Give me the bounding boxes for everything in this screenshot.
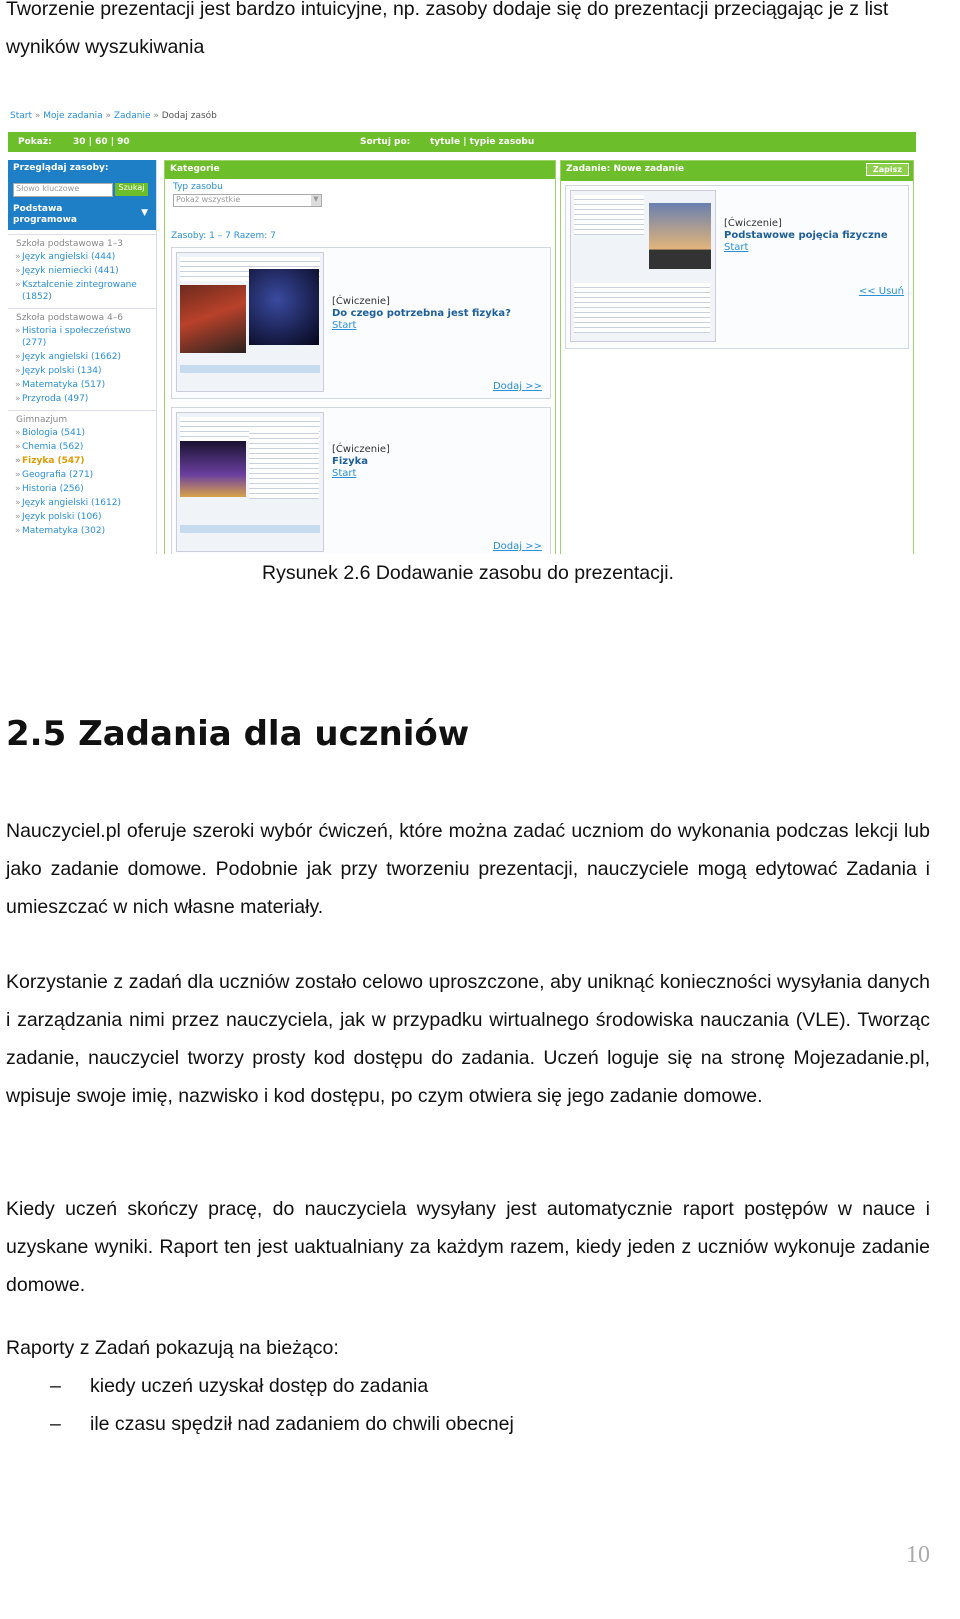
lightning-image — [180, 441, 246, 497]
result-title: Do czego potrzebna jest fizyka? — [332, 308, 511, 319]
task-title: Zadanie: Nowe zadanie — [566, 164, 685, 174]
result-start-link[interactable]: Start — [332, 468, 357, 479]
list-item-text: kiedy uczeń uzyskał dostęp do zadania — [90, 1375, 429, 1397]
sidebar-item[interactable]: » Język polski (134) — [8, 364, 156, 378]
type-label: Typ zasobu — [173, 182, 223, 192]
breadcrumb-start[interactable]: Start — [10, 111, 32, 121]
sidebar-item[interactable]: » Kształcenie zintegrowane (1852) — [8, 278, 156, 304]
section-heading: 2.5 Zadania dla uczniów — [6, 714, 470, 754]
tree-image — [649, 203, 711, 269]
sidebar-item-selected[interactable]: » Fizyka (547) — [8, 454, 156, 468]
sidebar-item[interactable]: » Język angielski (1662) — [8, 350, 156, 364]
screenshot-figure — [8, 108, 918, 554]
intro-paragraph: Tworzenie prezentacji jest bardzo intuicyjne, np. zasoby dodaje się do prezentacji przeciągając je z list wyników wyszukiwania — [6, 0, 889, 58]
category-label-line2: programowa — [13, 215, 77, 225]
task-item[interactable] — [565, 185, 909, 349]
per-page-label: Pokaż: — [18, 137, 52, 147]
chevron-down-icon: ▼ — [141, 208, 148, 218]
sidebar-item[interactable]: » Język angielski (1612) — [8, 496, 156, 510]
task-item-start-link[interactable]: Start — [724, 242, 749, 253]
bullet-list — [50, 1367, 514, 1443]
sidebar-item[interactable]: » Biologia (541) — [8, 426, 156, 440]
sidebar-search — [8, 180, 156, 202]
result-info — [332, 444, 390, 480]
section-title: Gimnazjum — [8, 410, 156, 426]
sidebar-item[interactable]: » Chemia (562) — [8, 440, 156, 454]
browse-sidebar — [8, 160, 157, 554]
sort-label: Sortuj po: — [360, 137, 411, 147]
sidebar-item[interactable]: » Matematyka (517) — [8, 378, 156, 392]
results-panel — [164, 160, 556, 554]
sidebar-item[interactable]: » Przyroda (497) — [8, 392, 156, 406]
task-panel-title — [561, 161, 913, 181]
sort-options[interactable]: tytule | typie zasobu — [430, 137, 535, 147]
sidebar-item[interactable]: » Historia i społeczeństwo (277) — [8, 324, 156, 350]
add-resource-link[interactable]: Dodaj >> — [492, 381, 542, 392]
type-select-value: Pokaż wszystkie — [176, 195, 241, 204]
result-start-link[interactable]: Start — [332, 320, 357, 331]
result-thumbnail — [176, 412, 324, 552]
type-select[interactable] — [173, 194, 322, 207]
category-dropdown[interactable] — [8, 202, 156, 230]
section-title: Szkoła podstawowa 1–3 — [8, 234, 156, 250]
per-page-options[interactable]: 30 | 60 | 90 — [73, 137, 130, 147]
results-panel-title: Kategorie — [165, 161, 555, 179]
remove-resource-link[interactable]: << Usuń — [858, 286, 904, 297]
result-thumbnail — [176, 252, 324, 392]
results-count: Zasoby: 1 – 7 Razem: 7 — [171, 231, 276, 241]
add-resource-link[interactable]: Dodaj >> — [492, 541, 542, 552]
body-paragraph: Kiedy uczeń skończy pracę, do nauczyciela wysyłany jest automatycznie raport postępów w nauce i uzyskane wyniki. Raport ten jest uaktualniany za każdym razem, kiedy jeden z uczniów wykonuje zadanie domowe. — [6, 1198, 930, 1296]
task-item-kind: [Ćwiczenie] — [724, 218, 782, 229]
result-kind: [Ćwiczenie] — [332, 444, 390, 455]
task-item-info — [724, 218, 888, 254]
result-card[interactable] — [171, 247, 551, 399]
sidebar-item[interactable]: » Język polski (106) — [8, 510, 156, 524]
list-item — [50, 1367, 514, 1405]
figure-caption: Rysunek 2.6 Dodawanie zasobu do prezentacji. — [262, 562, 674, 584]
sidebar-item[interactable]: » Matematyka (302) — [8, 524, 156, 538]
body-paragraph: Raporty z Zadań pokazują na bieżąco: — [6, 1337, 339, 1359]
task-item-title: Podstawowe pojęcia fizyczne — [724, 230, 888, 241]
result-info — [332, 296, 511, 332]
save-button[interactable]: Zapisz — [866, 163, 909, 176]
chevron-down-icon: ▼ — [311, 195, 321, 206]
dash-bullet: – — [50, 1375, 61, 1397]
keyword-search-input[interactable]: Słowo kluczowe — [13, 183, 113, 197]
page-number: 10 — [906, 1542, 930, 1568]
sidebar-item[interactable]: » Język angielski (444) — [8, 250, 156, 264]
sidebar-item[interactable]: » Język niemiecki (441) — [8, 264, 156, 278]
task-panel — [560, 160, 914, 554]
section-title: Szkoła podstawowa 4–6 — [8, 308, 156, 324]
breadcrumb-current: Dodaj zasób — [161, 111, 217, 121]
category-label-line1: Podstawa — [13, 204, 63, 214]
body-paragraph: Korzystanie z zadań dla uczniów zostało celowo uproszczone, aby uniknąć konieczności wysyłania danych i zarządzania nimi przez nauczyciela, jak w przypadku wirtualnego środowiska nauczania (VLE). Tworząc zadanie, nauczyciel tworzy prosty kod dostępu do zadania. Uczeń loguje się na stronę Mojezadanie.pl, wpisuje swoje imię, nazwisko i kod dostępu, po czym otwiera się jego zadanie domowe. — [6, 971, 930, 1107]
list-item — [50, 1405, 514, 1443]
sidebar-item[interactable]: » Historia (256) — [8, 482, 156, 496]
breadcrumb: Start » Moje zadania » Zadanie » Dodaj zasób — [10, 111, 217, 121]
body-paragraph: Nauczyciel.pl oferuje szeroki wybór ćwiczeń, które można zadać uczniom do wykonania podczas lekcji lub jako zadanie domowe. Podobnie jak przy tworzeniu prezentacji, nauczyciele mogą edytować Zadania i umieszczać w nich własne materiały. — [6, 820, 930, 918]
train-image — [180, 285, 246, 353]
result-title: Fizyka — [332, 456, 368, 467]
list-item-text: ile czasu spędził nad zadaniem do chwili obecnej — [90, 1413, 514, 1435]
sidebar-title: Przeglądaj zasoby: — [8, 160, 156, 180]
dash-bullet: – — [50, 1413, 61, 1435]
breadcrumb-zadanie[interactable]: Zadanie — [113, 111, 151, 121]
breadcrumb-moje-zadania[interactable]: Moje zadania — [43, 111, 103, 121]
result-kind: [Ćwiczenie] — [332, 296, 390, 307]
result-card[interactable] — [171, 407, 551, 554]
sidebar-item[interactable]: » Geografia (271) — [8, 468, 156, 482]
results-toolbar — [8, 132, 916, 152]
star-map-image — [249, 269, 319, 345]
search-button[interactable]: Szukaj — [115, 183, 148, 196]
task-item-thumbnail — [570, 190, 716, 342]
